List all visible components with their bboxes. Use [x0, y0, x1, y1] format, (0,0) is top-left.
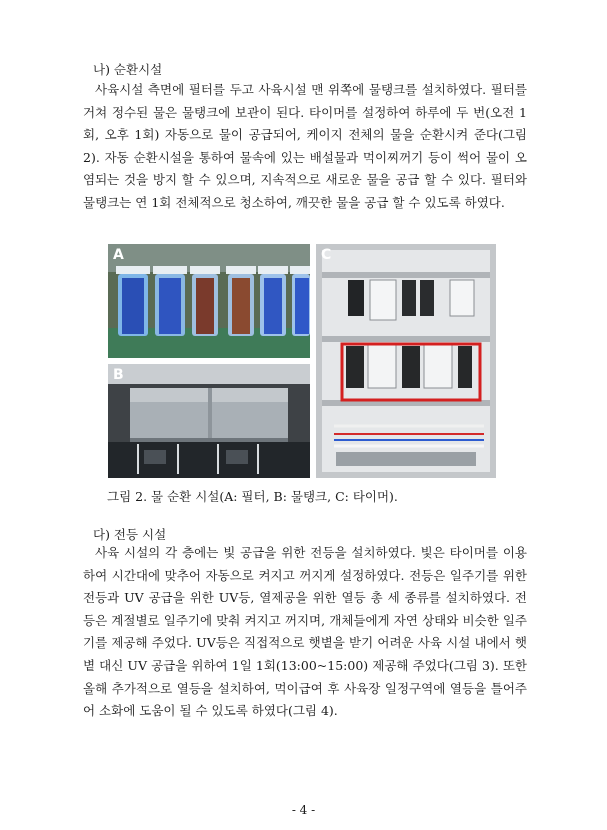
photo-c-timer-panel: [316, 244, 496, 478]
figure-label-b: B: [113, 367, 124, 383]
figure-label-a: A: [113, 247, 124, 263]
lighting-paragraph: 사육 시설의 각 층에는 빛 공급을 위한 전등을 설치하였다. 빛은 타이머를 이용하여 시간대에 맞추어 자동으로 켜지고 꺼지게 설정하였다. 전등은 일주기를 위한 전등과 UV 공급을 위한 UV등, 열제공을 위한 열등 총 세 종류를 설치하였다. 전등은 계절별로 일주기에 맞춰 켜지고 꺼지며, 개체들에게 자연 상태와 비슷한 일주기를 제공해 주었다. UV등은 직접적으로 햇볕을 받기 어려운 사육 시설 내에서 햇볕 대신 UV 공급을 위하여 1일 1회(13:00~15:00) 제공해 주었다(그림 3). 또한 올해 추가적으로 열등을 설치하여, 먹이급여 후 사육장 일정구역에 열등을 틀어주어 소화에 도움이 될 수 있도록 하였다(그림 4).: [83, 545, 527, 719]
figure-2: [108, 244, 496, 478]
water-tank-illustration: [108, 364, 310, 478]
photo-b-water-tank: [108, 364, 310, 478]
circulation-paragraph: 사육시설 측면에 필터를 두고 사육시설 맨 위쪽에 물탱크를 설치하였다. 필터를 거쳐 정수된 물은 물탱크에 보관이 된다. 타이머를 설정하여 하루에 두 번(오전 1회, 오후 1회) 자동으로 물이 공급되어, 케이지 전체의 물을 순환시켜 준다(그림 2). 자동 순환시설을 통하여 물속에 있는 배설물과 먹이찌꺼기 등이 썩어 물이 오염되는 것을 방지 할 수 있으며, 지속적으로 새로운 물을 공급 할 수 있다. 필터와 물탱크는 연 1회 전체적으로 청소하여, 깨끗한 물을 공급 할 수 있도록 하였다.: [83, 82, 527, 210]
figure-label-c: C: [321, 247, 332, 263]
page-number: - 4 -: [291, 803, 316, 817]
filters-illustration: [108, 244, 310, 358]
section-heading-lighting: 다) 전등 시설: [93, 527, 167, 542]
figure-2-caption: 그림 2. 물 순환 시설(A: 필터, B: 물탱크, C: 타이머).: [107, 489, 398, 504]
timer-panel-illustration: [316, 244, 496, 478]
photo-a-filters: [108, 244, 310, 358]
section-heading-circulation: 나) 순환시설: [93, 62, 163, 77]
